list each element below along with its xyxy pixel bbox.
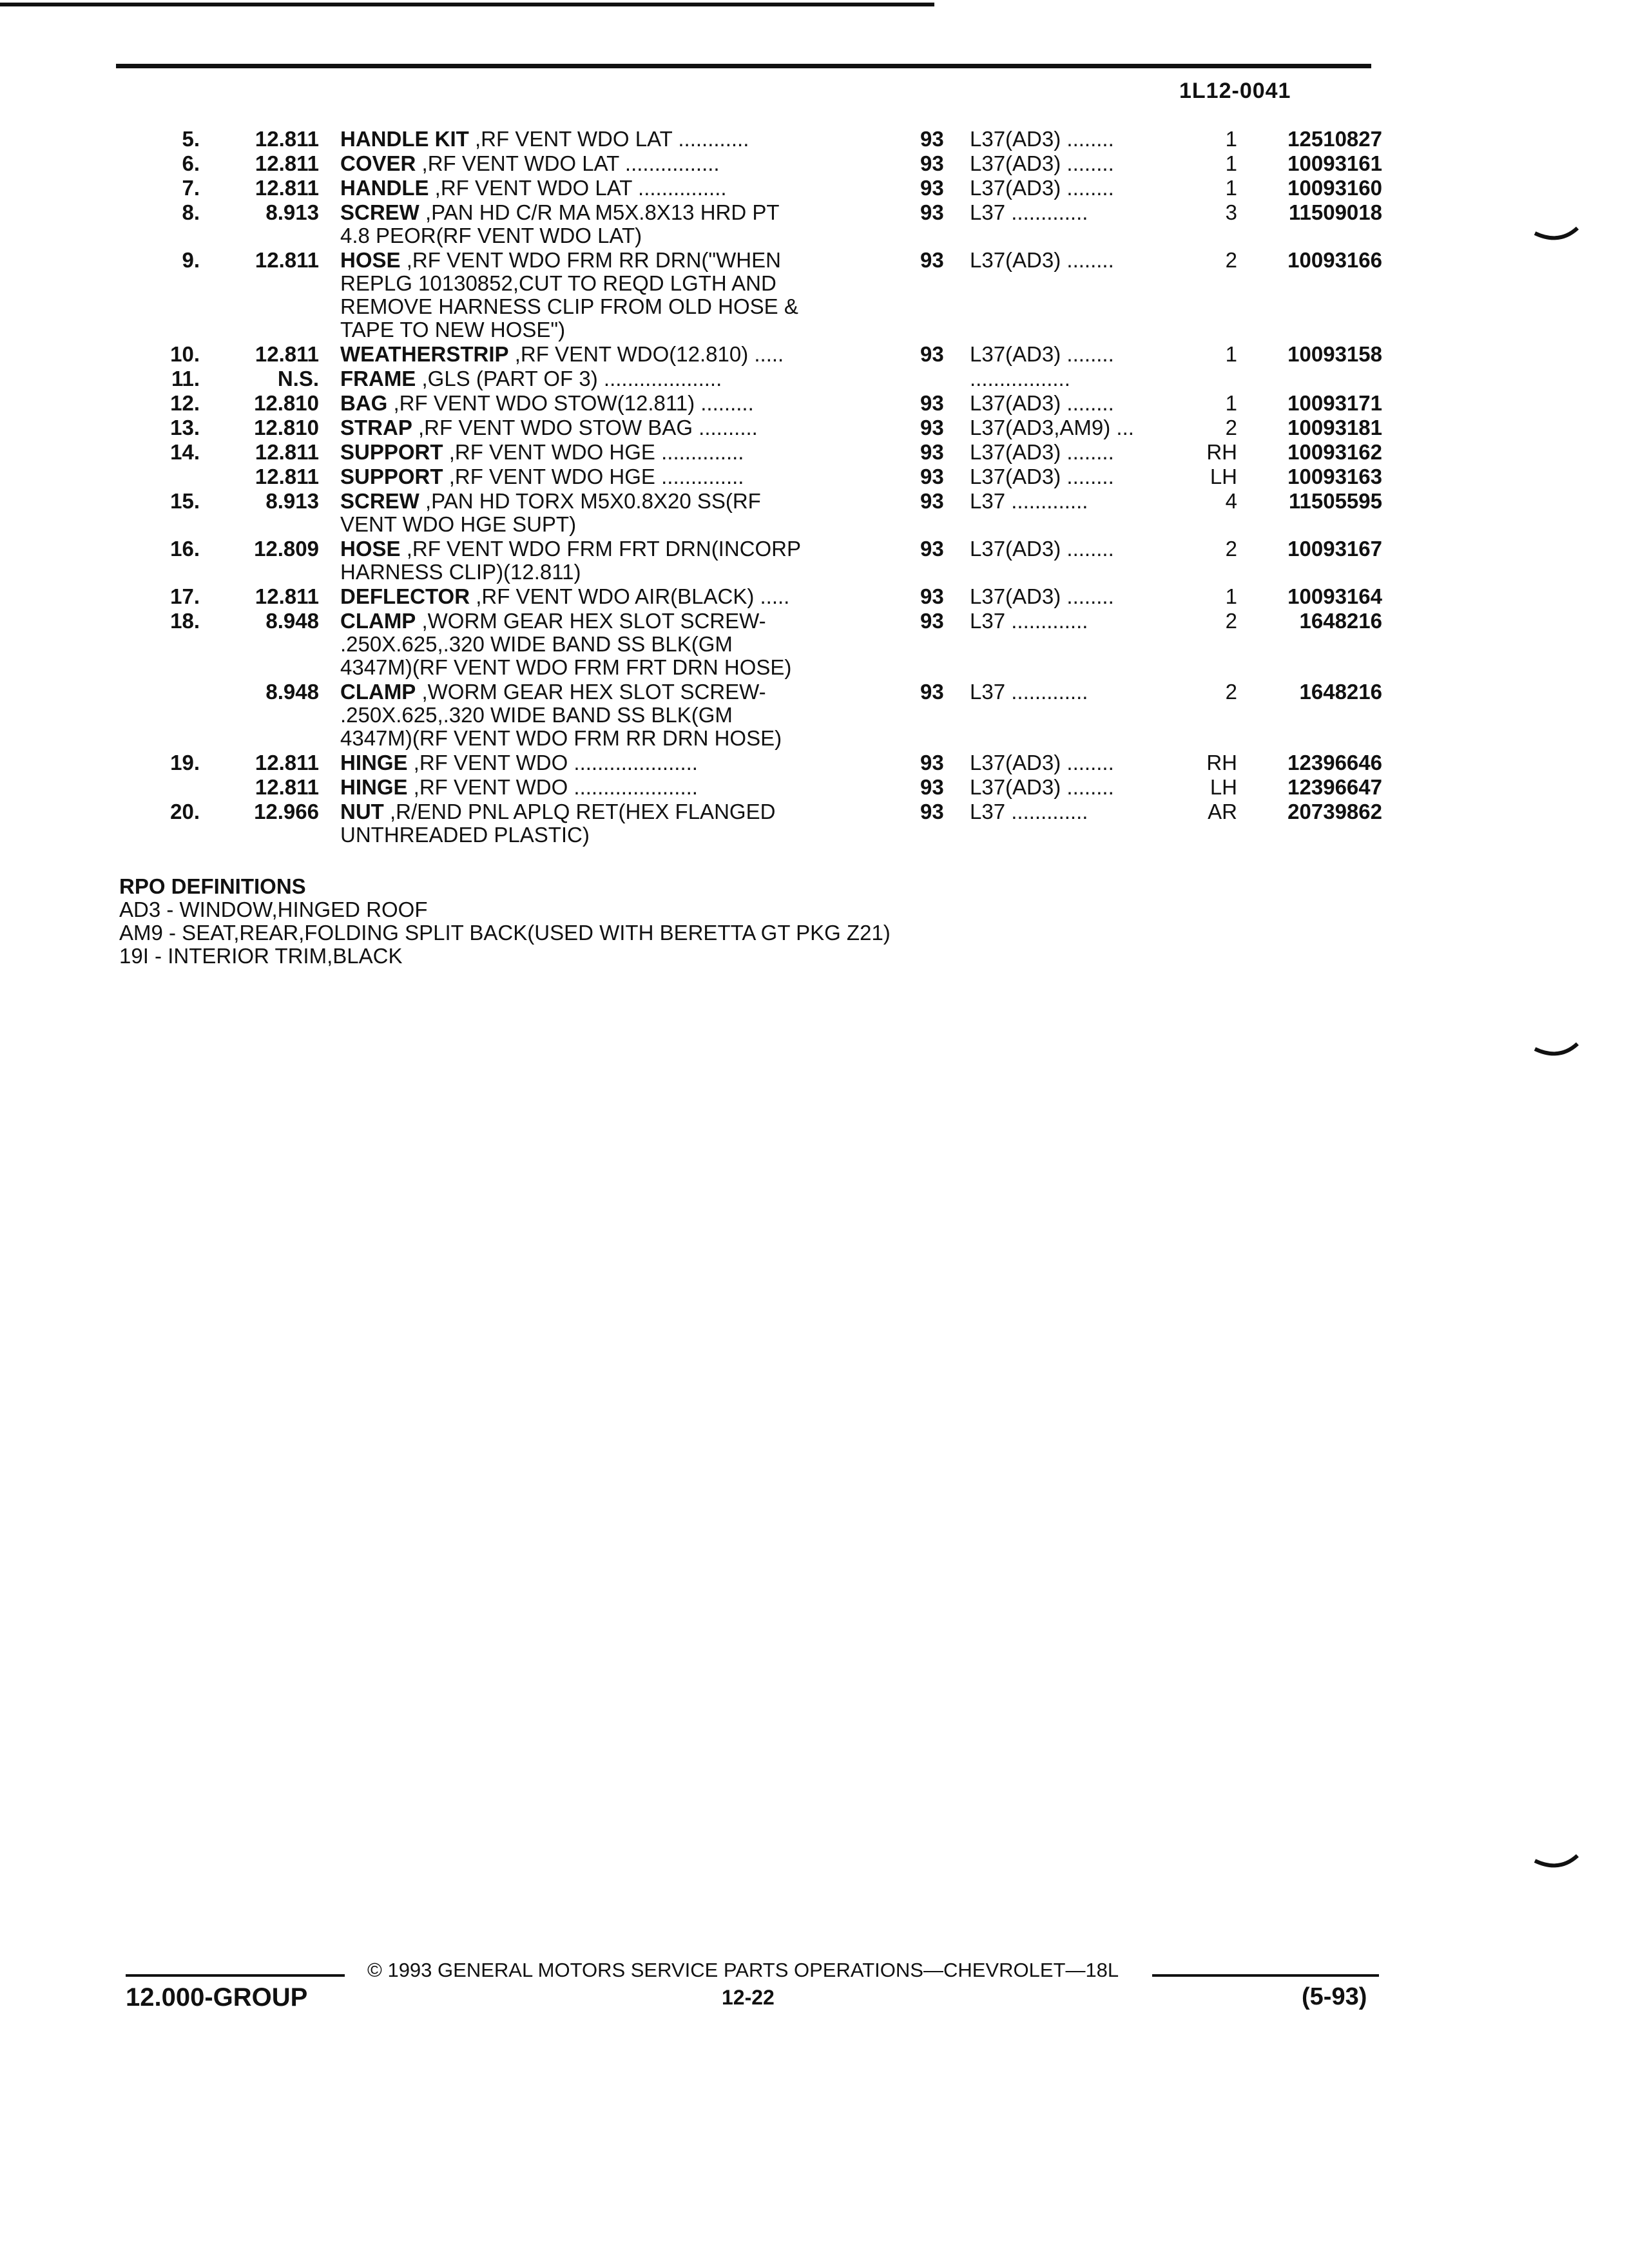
group-number: 12.811 — [255, 775, 319, 799]
part-row — [0, 249, 1629, 343]
model-year: 93 — [920, 127, 944, 151]
description-line — [340, 704, 875, 727]
group-number: 12.966 — [254, 800, 319, 823]
item-number: 15. — [170, 489, 200, 513]
model-year: 93 — [920, 200, 944, 224]
description-text: VENT WDO HGE SUPT) — [340, 512, 577, 536]
part-description — [340, 490, 875, 536]
description-text: ,GLS (PART OF 3) .................... — [416, 367, 722, 390]
model-code: L37(AD3) ........ — [970, 342, 1114, 366]
item-number: 11. — [171, 367, 200, 390]
part-description — [340, 343, 875, 366]
item-number: 18. — [170, 609, 200, 633]
copyright-text: © 1993 GENERAL MOTORS SERVICE PARTS OPERATIONS—CHEVROLET—18L — [367, 1959, 1119, 1981]
part-description — [340, 680, 875, 750]
description-text: ,RF VENT WDO FRM RR DRN("WHEN — [400, 248, 781, 272]
part-number: 12396646 — [1287, 751, 1382, 774]
description-line — [340, 610, 875, 633]
model-code: L37(AD3) ........ — [970, 537, 1114, 561]
quantity: RH — [1206, 751, 1237, 774]
part-number: 10093158 — [1287, 342, 1382, 366]
part-description — [340, 537, 875, 584]
description-line — [340, 680, 875, 704]
model-year: 93 — [920, 775, 944, 799]
group-number: N.S. — [277, 367, 319, 390]
part-number: 1648216 — [1299, 680, 1382, 704]
description-line — [340, 751, 875, 774]
quantity: LH — [1210, 465, 1237, 488]
part-row — [0, 367, 1629, 392]
description-line — [340, 343, 875, 366]
model-code: L37(AD3) ........ — [970, 465, 1114, 488]
description-text: ,R/END PNL APLQ RET(HEX FLANGED — [383, 800, 776, 823]
description-text: UNTHREADED PLASTIC) — [340, 823, 590, 847]
rpo-title: RPO DEFINITIONS — [119, 874, 306, 898]
quantity: 2 — [1225, 416, 1237, 439]
model-year: 93 — [920, 151, 944, 175]
item-number: 10. — [170, 342, 200, 366]
item-number: 19. — [170, 751, 200, 774]
quantity: 1 — [1225, 151, 1237, 175]
group-number: 12.811 — [255, 176, 319, 200]
part-row — [0, 680, 1629, 751]
group-number: 12.810 — [254, 391, 319, 415]
part-row — [0, 585, 1629, 610]
top-rule — [0, 3, 934, 6]
description-line — [340, 224, 875, 247]
description-text: .250X.625,.320 WIDE BAND SS BLK(GM — [340, 632, 733, 656]
part-row — [0, 537, 1629, 585]
part-row — [0, 776, 1629, 800]
model-year: 93 — [920, 800, 944, 823]
part-row — [0, 343, 1629, 367]
group-number: 12.811 — [255, 248, 319, 272]
model-year: 93 — [920, 416, 944, 439]
part-name: DEFLECTOR — [340, 584, 470, 608]
part-description — [340, 776, 875, 799]
part-name: BAG — [340, 391, 388, 415]
description-line — [340, 367, 875, 390]
part-name: SCREW — [340, 200, 419, 224]
part-description — [340, 367, 875, 390]
part-number: 10093171 — [1287, 391, 1382, 415]
part-row — [0, 392, 1629, 416]
part-name: SUPPORT — [340, 440, 443, 464]
group-number: 12.811 — [255, 440, 319, 464]
part-description — [340, 177, 875, 200]
rpo-item: 19I - INTERIOR TRIM,BLACK — [119, 944, 403, 968]
description-line — [340, 128, 875, 151]
description-line — [340, 656, 875, 679]
description-text: ,RF VENT WDO HGE .............. — [443, 465, 744, 488]
part-name: WEATHERSTRIP — [340, 342, 509, 366]
part-name: HANDLE — [340, 176, 429, 200]
rpo-item: AD3 - WINDOW,HINGED ROOF — [119, 898, 428, 921]
quantity: 2 — [1225, 609, 1237, 633]
description-text: ,RF VENT WDO ..................... — [407, 775, 698, 799]
description-text: .250X.625,.320 WIDE BAND SS BLK(GM — [340, 703, 733, 727]
model-year: 93 — [920, 584, 944, 608]
model-code: L37 ............. — [970, 489, 1088, 513]
description-text: ,WORM GEAR HEX SLOT SCREW- — [416, 680, 766, 704]
part-description — [340, 751, 875, 774]
binding-mark-icon — [1534, 1847, 1579, 1872]
part-number: 10093181 — [1287, 416, 1382, 439]
description-text: ,WORM GEAR HEX SLOT SCREW- — [416, 609, 766, 633]
description-line — [340, 249, 875, 272]
model-year: 93 — [920, 440, 944, 464]
model-year: 93 — [920, 465, 944, 488]
part-number: 10093167 — [1287, 537, 1382, 561]
part-name: CLAMP — [340, 609, 416, 633]
model-code: L37(AD3) ........ — [970, 440, 1114, 464]
part-name: FRAME — [340, 367, 416, 390]
part-number: 20739862 — [1287, 800, 1382, 823]
part-row — [0, 751, 1629, 776]
description-line — [340, 416, 875, 439]
description-text: REMOVE HARNESS CLIP FROM OLD HOSE & — [340, 294, 798, 318]
description-line — [340, 561, 875, 584]
model-year: 93 — [920, 248, 944, 272]
part-description — [340, 416, 875, 439]
quantity: 2 — [1225, 537, 1237, 561]
description-text: ,RF VENT WDO STOW(12.811) ......... — [387, 391, 754, 415]
description-line — [340, 318, 875, 341]
model-code: L37(AD3) ........ — [970, 391, 1114, 415]
quantity: 1 — [1225, 176, 1237, 200]
model-year: 93 — [920, 176, 944, 200]
part-number: 12510827 — [1287, 127, 1382, 151]
parts-list — [0, 128, 1629, 848]
quantity: 2 — [1225, 680, 1237, 704]
part-number: 10093161 — [1287, 151, 1382, 175]
item-number: 20. — [170, 800, 200, 823]
binding-mark-icon — [1534, 1035, 1579, 1061]
part-name: HINGE — [340, 751, 408, 774]
description-line — [340, 441, 875, 464]
date-code: (5-93) — [1302, 1983, 1367, 2010]
item-number: 6. — [182, 151, 200, 175]
part-name: COVER — [340, 151, 416, 175]
model-code: L37(AD3) ........ — [970, 176, 1114, 200]
group-number: 8.913 — [265, 489, 319, 513]
model-code: L37 ............. — [970, 609, 1088, 633]
description-line — [340, 633, 875, 656]
part-description — [340, 441, 875, 464]
part-number: 1648216 — [1299, 609, 1382, 633]
description-line — [340, 272, 875, 295]
part-row — [0, 610, 1629, 680]
part-number: 10093163 — [1287, 465, 1382, 488]
quantity: 1 — [1225, 584, 1237, 608]
quantity: 1 — [1225, 127, 1237, 151]
part-name: HINGE — [340, 775, 408, 799]
description-text: TAPE TO NEW HOSE") — [340, 318, 566, 341]
item-number: 14. — [170, 440, 200, 464]
part-name: NUT — [340, 800, 384, 823]
item-number: 7. — [182, 176, 200, 200]
description-text: ,RF VENT WDO LAT ................ — [416, 151, 720, 175]
description-line — [340, 152, 875, 175]
part-description — [340, 585, 875, 608]
part-number: 10093164 — [1287, 584, 1382, 608]
description-text: HARNESS CLIP)(12.811) — [340, 560, 581, 584]
part-name: SCREW — [340, 489, 419, 513]
part-description — [340, 249, 875, 341]
description-line — [340, 177, 875, 200]
description-text: 4347M)(RF VENT WDO FRM FRT DRN HOSE) — [340, 655, 792, 679]
part-description — [340, 610, 875, 679]
description-line — [340, 513, 875, 536]
description-text: ,PAN HD C/R MA M5X.8X13 HRD PT — [419, 200, 780, 224]
description-line — [340, 823, 875, 847]
model-year: 93 — [920, 489, 944, 513]
quantity: LH — [1210, 775, 1237, 799]
item-number: 13. — [170, 416, 200, 439]
item-number: 9. — [182, 248, 200, 272]
part-row — [0, 177, 1629, 201]
part-number: 10093160 — [1287, 176, 1382, 200]
footer-rule-left — [126, 1974, 345, 1977]
model-code: L37 ............. — [970, 680, 1088, 704]
part-row — [0, 416, 1629, 441]
description-text: ,RF VENT WDO LAT ............ — [468, 127, 749, 151]
description-line — [340, 537, 875, 561]
quantity: RH — [1206, 440, 1237, 464]
quantity: 4 — [1225, 489, 1237, 513]
description-text: ,RF VENT WDO AIR(BLACK) ..... — [470, 584, 790, 608]
description-line — [340, 800, 875, 823]
part-row — [0, 490, 1629, 537]
model-code: ................. — [970, 367, 1070, 390]
model-code: L37(AD3) ........ — [970, 248, 1114, 272]
model-code: L37(AD3) ........ — [970, 151, 1114, 175]
model-code: L37(AD3,AM9) ... — [970, 416, 1134, 439]
binding-mark-icon — [1534, 219, 1579, 245]
part-description — [340, 201, 875, 247]
part-row — [0, 441, 1629, 465]
item-number: 5. — [182, 127, 200, 151]
model-code: L37(AD3) ........ — [970, 127, 1114, 151]
page-number: 12-22 — [722, 1986, 775, 2009]
quantity: 1 — [1225, 391, 1237, 415]
part-number: 11509018 — [1288, 200, 1382, 224]
group-number: 12.811 — [255, 465, 319, 488]
model-code: L37(AD3) ........ — [970, 751, 1114, 774]
part-description — [340, 152, 875, 175]
item-number: 8. — [182, 200, 200, 224]
description-text: ,RF VENT WDO FRM FRT DRN(INCORP — [400, 537, 802, 561]
part-number: 10093166 — [1287, 248, 1382, 272]
part-name: HOSE — [340, 537, 401, 561]
group-number: 12.810 — [254, 416, 319, 439]
rpo-definitions — [119, 875, 891, 968]
group-number: 12.811 — [255, 151, 319, 175]
description-text: 4.8 PEOR(RF VENT WDO LAT) — [340, 224, 642, 247]
description-line — [340, 392, 875, 415]
group-number: 8.913 — [265, 200, 319, 224]
group-number: 12.811 — [255, 127, 319, 151]
part-name: CLAMP — [340, 680, 416, 704]
model-year: 93 — [920, 680, 944, 704]
description-text: ,RF VENT WDO STOW BAG .......... — [412, 416, 758, 439]
description-text: ,RF VENT WDO LAT ............... — [429, 176, 727, 200]
description-line — [340, 201, 875, 224]
item-number: 16. — [170, 537, 200, 561]
header-rule — [116, 64, 1371, 68]
part-row — [0, 465, 1629, 490]
model-code: L37(AD3) ........ — [970, 584, 1114, 608]
group-number: 8.948 — [265, 609, 319, 633]
part-name: HOSE — [340, 248, 401, 272]
description-line — [340, 727, 875, 750]
catalog-number: 1L12-0041 — [1179, 79, 1291, 103]
model-code: L37 ............. — [970, 200, 1088, 224]
quantity: 2 — [1225, 248, 1237, 272]
description-text: ,PAN HD TORX M5X0.8X20 SS(RF — [419, 489, 761, 513]
group-label: 12.000-GROUP — [126, 1983, 308, 2012]
quantity: AR — [1208, 800, 1237, 823]
model-year: 93 — [920, 537, 944, 561]
part-number: 10093162 — [1287, 440, 1382, 464]
part-row — [0, 800, 1629, 848]
part-number: 12396647 — [1287, 775, 1382, 799]
part-row — [0, 128, 1629, 152]
part-description — [340, 128, 875, 151]
part-name: SUPPORT — [340, 465, 443, 488]
description-text: 4347M)(RF VENT WDO FRM RR DRN HOSE) — [340, 726, 782, 750]
model-code: L37 ............. — [970, 800, 1088, 823]
part-name: STRAP — [340, 416, 412, 439]
group-number: 8.948 — [265, 680, 319, 704]
group-number: 12.809 — [254, 537, 319, 561]
model-year: 93 — [920, 609, 944, 633]
footer-rule-right — [1152, 1974, 1379, 1977]
description-text: ,RF VENT WDO ..................... — [407, 751, 698, 774]
model-year: 93 — [920, 342, 944, 366]
group-number: 12.811 — [255, 751, 319, 774]
item-number: 12. — [170, 391, 200, 415]
part-description — [340, 800, 875, 847]
rpo-item: AM9 - SEAT,REAR,FOLDING SPLIT BACK(USED WITH BERETTA GT PKG Z21) — [119, 921, 891, 945]
part-row — [0, 152, 1629, 177]
description-text: ,RF VENT WDO(12.810) ..... — [508, 342, 784, 366]
description-line — [340, 465, 875, 488]
item-number: 17. — [170, 584, 200, 608]
description-line — [340, 295, 875, 318]
description-line — [340, 585, 875, 608]
model-year: 93 — [920, 391, 944, 415]
part-description — [340, 392, 875, 415]
part-number: 11505595 — [1288, 489, 1382, 513]
part-description — [340, 465, 875, 488]
model-year: 93 — [920, 751, 944, 774]
group-number: 12.811 — [255, 584, 319, 608]
description-text: ,RF VENT WDO HGE .............. — [443, 440, 744, 464]
part-name: HANDLE KIT — [340, 127, 469, 151]
description-text: REPLG 10130852,CUT TO REQD LGTH AND — [340, 271, 776, 295]
group-number: 12.811 — [255, 342, 319, 366]
model-code: L37(AD3) ........ — [970, 775, 1114, 799]
quantity: 3 — [1225, 200, 1237, 224]
description-line — [340, 776, 875, 799]
quantity: 1 — [1225, 342, 1237, 366]
description-line — [340, 490, 875, 513]
part-row — [0, 201, 1629, 249]
